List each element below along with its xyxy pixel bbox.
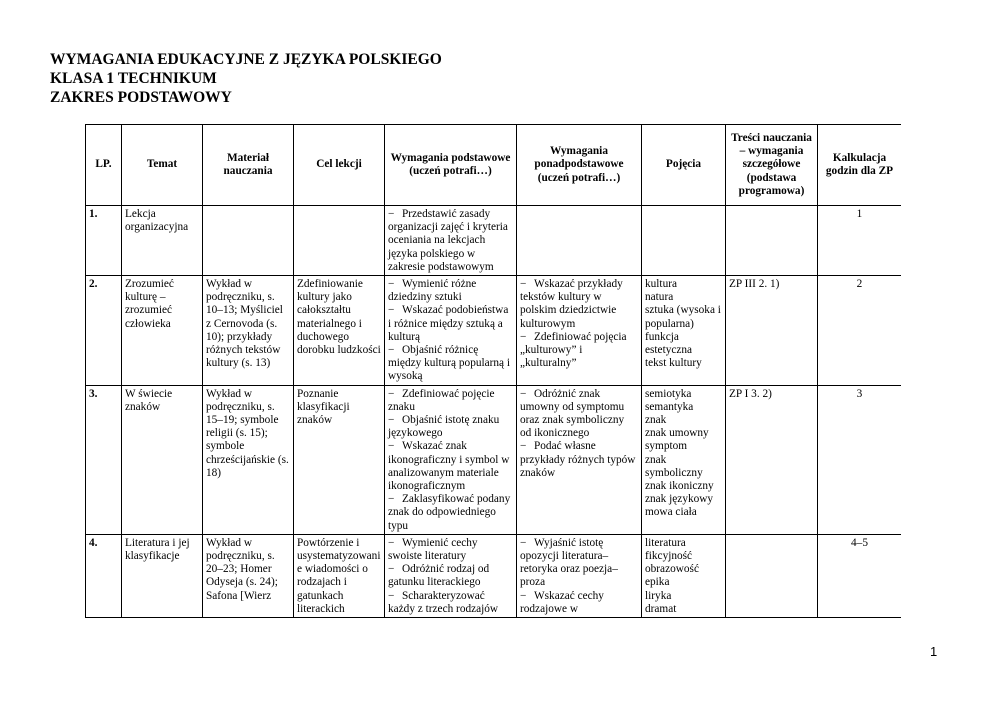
term-item: literatura: [645, 536, 686, 549]
title-line-3: ZAKRES PODSTAWOWY: [50, 89, 232, 106]
dash-bullet-icon: −: [520, 589, 527, 602]
requirement-item: [388, 440, 513, 493]
cell-godziny: 3: [818, 385, 902, 534]
requirement-text: Wskazać przykłady tekstów kultury w polskim dziedzictwie kulturowym: [520, 278, 623, 330]
dash-bullet-icon: −: [388, 440, 395, 453]
requirement-item: [388, 388, 513, 414]
cell-cel: [294, 206, 385, 276]
cell-cel: Poznanie klasyfikacji znaków: [294, 385, 385, 534]
dash-bullet-icon: −: [520, 536, 527, 549]
dash-bullet-icon: −: [388, 278, 395, 291]
requirement-text: Wskazać znak ikonograficzny i symbol w analizowanym materiale ikonograficznym: [388, 440, 510, 493]
term-item: semantyka: [645, 400, 694, 413]
table-row: [86, 206, 902, 276]
cell-material: Wykład w podręczniku, s. 10–13; Myśliciel z Cernovoda (s. 10); przykłady różnych tekstów kultury (s. 13): [203, 276, 294, 386]
requirement-item: [520, 278, 638, 331]
requirement-text: Zdefiniować pojęcia „kulturowy” i „kulturalny”: [520, 330, 627, 370]
requirement-item: [520, 537, 638, 590]
term-item: funkcja estetyczna: [645, 330, 693, 357]
cell-tresci: ZP III 2. 1): [726, 276, 818, 386]
cell-godziny: 2: [818, 276, 902, 386]
requirement-text: Odróżnić znak umowny od symptomu oraz znak symboliczny od ikonicznego: [520, 387, 625, 440]
cell-temat: W świecie znaków: [122, 385, 203, 534]
term-item: mowa ciała: [645, 506, 697, 519]
dash-bullet-icon: −: [520, 330, 527, 343]
page-number: 1: [930, 644, 938, 659]
cell-ponadpodstawowe: [517, 276, 642, 386]
requirement-text: Objaśnić różnicę między kulturą popularną i wysoką: [388, 344, 511, 383]
dash-bullet-icon: −: [388, 208, 395, 220]
term-item: semiotyka: [645, 387, 692, 400]
cell-tresci: [726, 534, 818, 617]
cell-temat: Lekcja organizacyjna: [122, 206, 203, 276]
cell-ponadpodstawowe: [517, 385, 642, 534]
term-item: epika: [645, 576, 670, 589]
dash-bullet-icon: −: [388, 344, 395, 357]
requirement-item: [388, 493, 513, 533]
dash-bullet-icon: −: [388, 493, 395, 506]
requirement-text: Odróżnić rodzaj od gatunku literackiego: [388, 563, 490, 589]
requirement-text: Przedstawić zasady organizacji zajęć i kryteria oceniania na lekcjach języka polskiego w zakresie podstawowym: [388, 208, 508, 273]
requirement-item: [388, 563, 513, 589]
dash-bullet-icon: −: [520, 278, 527, 291]
header-lp: LP.: [86, 125, 122, 206]
header-godziny: Kalkulacja godzin dla ZP: [818, 125, 902, 206]
cell-lp: 4.: [86, 534, 122, 617]
term-item: znak symboliczny: [645, 453, 703, 479]
cell-ponadpodstawowe: [517, 534, 642, 617]
dash-bullet-icon: −: [520, 387, 527, 400]
dash-bullet-icon: −: [388, 414, 395, 427]
requirement-item: [388, 537, 513, 563]
dash-bullet-icon: −: [388, 589, 395, 602]
requirement-item: [388, 344, 513, 384]
requirement-text: Wymienić różne dziedziny sztuki: [388, 278, 477, 304]
table-header-row: [86, 125, 902, 206]
header-tresci: Treści nauczania – wymagania szczegółowe (podstawa programowa): [726, 125, 818, 206]
term-item: znak ikoniczny: [645, 480, 714, 493]
cell-godziny: 1: [818, 206, 902, 276]
cell-pojecia: [642, 534, 726, 617]
cell-podstawowe: [385, 206, 517, 276]
cell-material: [203, 206, 294, 276]
cell-pojecia: [642, 206, 726, 276]
header-ponadpodstawowe: Wymagania ponadpodstawowe (uczeń potrafi…): [517, 125, 642, 206]
header-temat: Temat: [122, 125, 203, 206]
document-title-block: [50, 50, 442, 107]
term-item: sztuka (wysoka i popularna): [645, 304, 721, 330]
term-item: obrazowość: [645, 563, 699, 576]
term-item: tekst kultury: [645, 357, 702, 370]
cell-tresci: ZP I 3. 2): [726, 385, 818, 534]
requirement-text: Wymienić cechy swoiste literatury: [388, 536, 478, 563]
requirement-item: [520, 440, 638, 480]
header-material: Materiał nauczania: [203, 125, 294, 206]
dash-bullet-icon: −: [388, 536, 395, 549]
term-item: dramat: [645, 602, 677, 615]
cell-material: Wykład w podręczniku, s. 15–19; symbole religii (s. 15); symbole chrześcijańskie (s. 18): [203, 385, 294, 534]
requirement-text: Scharakteryzować każdy z trzech rodzajów: [388, 589, 499, 615]
cell-podstawowe: [385, 385, 517, 534]
requirement-text: Wyjaśnić istotę opozycji literatura–retoryka oraz poezja–proza: [520, 536, 618, 589]
cell-lp: 2.: [86, 276, 122, 386]
cell-podstawowe: [385, 534, 517, 617]
cell-podstawowe: [385, 276, 517, 386]
requirement-text: Zdefiniować pojęcie znaku: [388, 387, 495, 413]
requirement-item: [520, 388, 638, 441]
requirement-item: [520, 331, 638, 371]
term-item: znak: [645, 414, 667, 427]
requirement-item: [388, 414, 513, 440]
title-line-1: WYMAGANIA EDUKACYJNE Z JĘZYKA POLSKIEGO: [50, 51, 442, 68]
requirement-item: [388, 278, 513, 304]
requirements-table: [85, 124, 901, 618]
cell-temat: Literatura i jej klasyfikacje: [122, 534, 203, 617]
requirement-text: Objaśnić istotę znaku językowego: [388, 414, 500, 440]
header-pojecia: Pojęcia: [642, 125, 726, 206]
table-row: [86, 276, 902, 386]
header-cel: Cel lekcji: [294, 125, 385, 206]
dash-bullet-icon: −: [388, 304, 395, 317]
cell-tresci: [726, 206, 818, 276]
term-item: znak językowy: [645, 493, 714, 506]
cell-cel: Zdefiniowanie kultury jako całokształtu materialnego i duchowego dorobku ludzkości: [294, 276, 385, 386]
table-row: [86, 534, 902, 617]
cell-cel: Powtórzenie i usystematyzowanie wiadomości o rodzajach i gatunkach literackich: [294, 534, 385, 617]
term-item: natura: [645, 291, 674, 304]
term-item: symptom: [645, 440, 688, 453]
term-item: fikcyjność: [645, 550, 693, 563]
term-item: kultura: [645, 278, 677, 291]
title-line-2: KLASA 1 TECHNIKUM: [50, 70, 217, 87]
header-podstawowe: Wymagania podstawowe (uczeń potrafi…): [385, 125, 517, 206]
table-body: [86, 206, 902, 618]
cell-lp: 3.: [86, 385, 122, 534]
requirement-item: [388, 208, 513, 274]
requirement-item: [520, 590, 638, 616]
term-item: znak umowny: [645, 427, 709, 440]
cell-material: Wykład w podręczniku, s. 20–23; Homer Odyseja (s. 24); Safona [Wierz: [203, 534, 294, 617]
cell-lp: 1.: [86, 206, 122, 276]
requirement-item: [388, 304, 513, 344]
requirement-text: Podać własne przykłady różnych typów znaków: [520, 440, 636, 479]
dash-bullet-icon: −: [388, 387, 395, 400]
cell-temat: Zrozumieć kulturę – zrozumieć człowieka: [122, 276, 203, 386]
dash-bullet-icon: −: [520, 440, 527, 453]
requirement-text: Wskazać podobieństwa i różnice między sztuką a kulturą: [388, 304, 509, 343]
cell-pojecia: [642, 385, 726, 534]
table-row: [86, 385, 902, 534]
cell-ponadpodstawowe: [517, 206, 642, 276]
requirement-item: [388, 590, 513, 616]
term-item: liryka: [645, 589, 672, 602]
requirement-text: Wskazać cechy rodzajowe w: [520, 589, 604, 615]
dash-bullet-icon: −: [388, 563, 395, 576]
cell-godziny: 4–5: [818, 534, 902, 617]
requirement-text: Zaklasyfikować podany znak do odpowiedniego typu: [388, 493, 511, 532]
requirements-table-container: [85, 124, 901, 638]
cell-pojecia: [642, 276, 726, 386]
